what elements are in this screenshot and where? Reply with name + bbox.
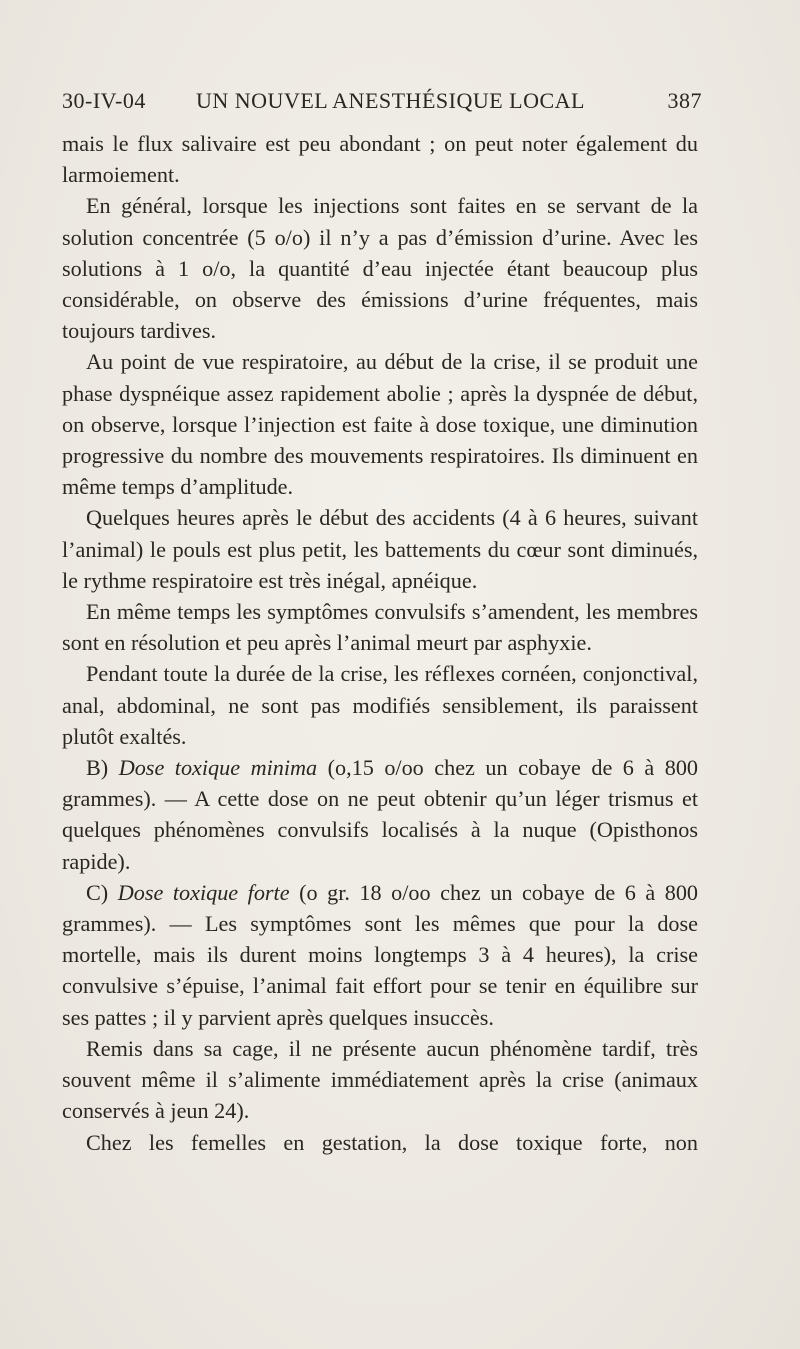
paragraph-3: Au point de vue respiratoire, au début de la crise, il se produit une phase dyspnéique assez rapidement abolie ; après la dyspnée de début, on observe, lorsque l’injection est faite à dose toxique, une diminution progressive du nombre des mouvements respiratoires. Ils diminuent en même temps d’amplitude. (62, 349, 698, 500)
paragraph-10: Chez les femelles en gestation, la dose toxique forte, non (86, 1129, 698, 1155)
section-label-c: C) (86, 879, 118, 905)
paragraph-7 (62, 752, 698, 877)
paragraph-2: En général, lorsque les injections sont faites en se servant de la solution concentrée (5 o/o) il n’y a pas d’émission d’urine. Avec les solutions à 1 o/o, la quantité d’eau injectée étant beaucoup plus considérable, on observe des émissions d’urine fréquentes, mais toujours tardives. (62, 193, 698, 344)
paragraph-5: En même temps les symptômes convulsifs s’amendent, les membres sont en résolution et peu après l’animal meurt par asphyxie. (62, 599, 698, 656)
paragraph-4: Quelques heures après le début des accidents (4 à 6 heures, suivant l’animal) le pouls est plus petit, les battements du cœur sont diminués, le rythme respiratoire est très inégal, apnéique. (62, 505, 698, 593)
body-text (62, 128, 698, 1158)
section-heading-dose-toxique-minima: Dose toxique minima (118, 755, 318, 781)
page-number: 387 (667, 88, 702, 113)
paragraph-6: Pendant toute la durée de la crise, les réflexes cornéen, conjonctival, anal, abdominal, ne sont pas modifiés sensiblement, ils paraissent plutôt exaltés. (62, 661, 698, 749)
paragraph-1: mais le flux salivaire est peu abondant ; on peut noter également du larmoiement. (62, 131, 698, 188)
paragraph-8-text: (o gr. 18 o/oo chez un cobaye de 6 à 800 grammes). — Les symptômes sont les mêmes que pour la dose mortelle, mais ils durent moins longtemps 3 à 4 heures), la crise convulsive s’épuise, l’animal fait effort pour se tenir en équilibre sur ses pattes ; il y parvient après quelques insuccès. (62, 879, 699, 1030)
header-title: UN NOUVEL ANESTHÉSIQUE LOCAL (196, 88, 585, 113)
running-header (62, 88, 702, 118)
section-label-b: B) (86, 755, 119, 781)
section-heading-dose-toxique-forte: Dose toxique forte (117, 879, 290, 905)
header-date: 30-IV-04 (62, 88, 146, 113)
paragraph-7-text: (o,15 o/oo chez un cobaye de 6 à 800 grammes). — A cette dose on ne peut obtenir qu’un léger trismus et quelques phénomènes convulsifs localisés à la nuque (Opisthonos rapide). (62, 755, 699, 874)
paragraph-8 (62, 877, 698, 1033)
paragraph-9: Remis dans sa cage, il ne présente aucun phénomène tardif, très souvent même il s’alimente immédiatement après la crise (animaux conservés à jeun 24). (62, 1035, 698, 1124)
